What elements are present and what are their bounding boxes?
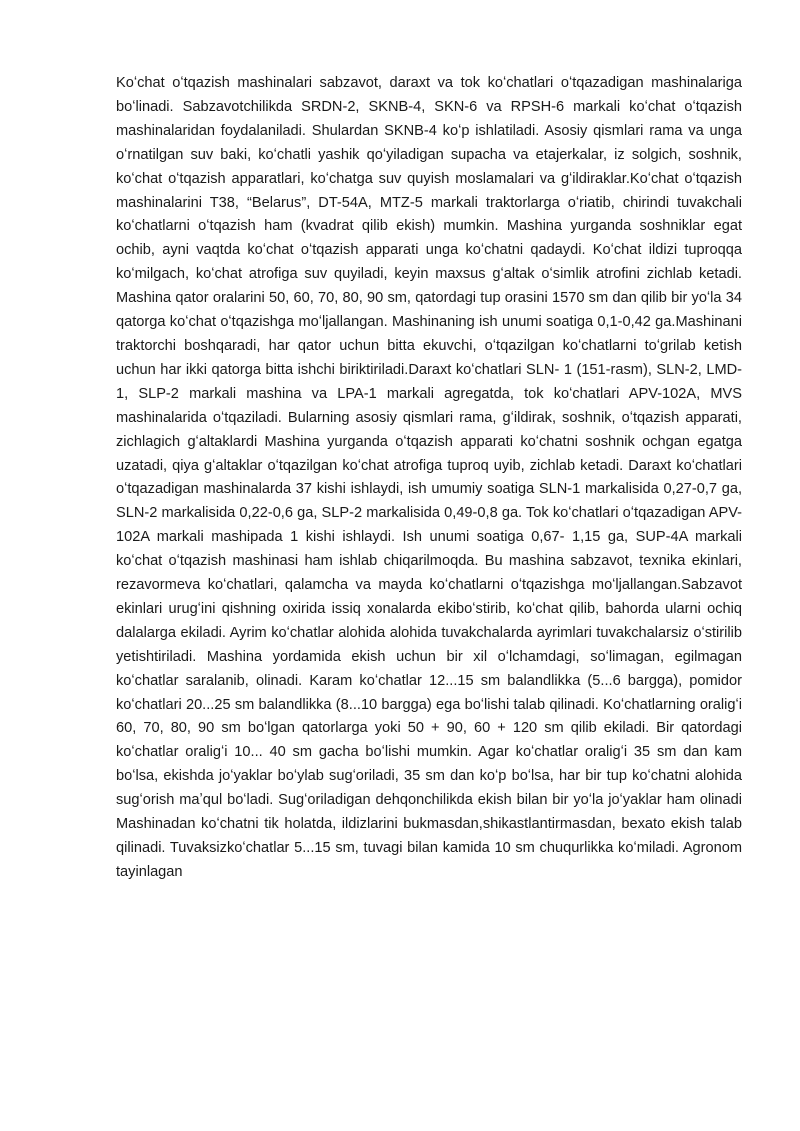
document-page xyxy=(116,72,742,885)
body-paragraph: Koʻchat oʻtqazish mashinalari sabzavot, daraxt va tok koʻchatlari oʻtqazadigan mashinalariga boʻlinadi. Sabzavotchilikda SRDN-2, SKNB-4, SKN-6 va RPSH-6 markali koʻchat oʻtqazish mashinalaridan foydalaniladi. Shulardan SKNB-4 koʻp ishlatiladi. Asosiy qismlari rama va unga oʻrnatilgan suv baki, koʻchatli yashik qoʻyiladigan supacha va etajerkalar, iz solgich, soshnik, koʻchat oʻtqazish apparatlari, koʻchatga suv quyish moslamalari va gʻildiraklar.Koʻchat oʻtqazish mashinalarini T38, “Belarus”, DT-54A, MTZ-5 markali traktorlarga oʻriatib, chirindi tuvakchali koʻchatlarni oʻtqazish ham (kvadrat qilib ekish) mumkin. Mashina yurganda soshniklar egat ochib, ayni vaqtda koʻchat oʻtqazish apparati unga koʻchatni qadaydi. Koʻchat ildizi tuproqqa koʻmilgach, koʻchat atrofiga suv quyiladi, keyin maxsus gʻaltak oʻsimlik atrofini zichlab ketadi. Mashina qator oralarini 50, 60, 70, 80, 90 sm, qatordagi tup orasini 1570 sm dan qilib bir yoʻla 34 qatorga koʻchat oʻtqazishga moʻljallangan. Mashinaning ish unumi soatiga 0,1-0,42 ga.Mashinani traktorchi boshqaradi, har qator uchun bitta ekuvchi, oʻtqazilgan koʻchatlarni toʻgrilab ketish uchun har ikki qatorga bitta ishchi biriktiriladi.Daraxt koʻchatlari SLN- 1 (151-rasm), SLN-2, LMD-1, SLP-2 markali mashina va LPA-1 markali agregatda, tok koʻchatlari APV-102A, MVS mashinalarida oʻtqaziladi. Bularning asosiy qismlari rama, gʻildirak, soshnik, oʻtqazish apparati, zichlagich gʻaltaklardi Mashina yurganda oʻtqazish apparati koʻchatni soshnik ochgan egatga uzatadi, qiya gʻaltaklar oʻtqazilgan koʻchat atrofiga tuproq uyib, zichlab ketadi. Daraxt koʻchatlari oʻtqazadigan mashinalarda 37 kishi ishlaydi, ish umumiy soatiga SLN-1 markalisida 0,27-0,7 ga, SLN-2 markalisida 0,22-0,6 ga, SLP-2 markalisida 0,49-0,8 ga. Tok koʻchatlari oʻtqazadigan APV-102A markali mashipada 1 kishi ishlaydi. Ish unumi soatiga 0,67- 1,15 ga, SUP-4A markali koʻchat oʻtqazish mashinasi ham ishlab chiqarilmoqda. Bu mashina sabzavot, texnika ekinlari, rezavormeva koʻchatlari, qalamcha va mayda koʻchatlarni oʻtqazishga moʻljallangan.Sabzavot ekinlari urugʻini qishning oxirida issiq xonalarda ekiboʻstirib, koʻchat qilib, bahorda ularni ochiq dalalarga ekiladi. Ayrim koʻchatlar alohida alohida tuvakchalarda ayrimlari tuvakchalarsiz oʻstirilib yetishtiriladi. Mashina yordamida ekish uchun bir xil oʻlchamdagi, soʻlimagan, egilmagan koʻchatlar saralanib, olinadi. Karam koʻchatlar 12...15 sm balandlikka (5...6 bargga), pomidor koʻchatlari 20...25 sm balandlikka (8...10 bargga) ega boʻlishi talab qilinadi. Koʻchatlarning oraligʻi 60, 70, 80, 90 sm boʻlgan qatorlarga yoki 50 + 90, 60 + 120 sm qilib ekiladi. Bir qatordagi koʻchatlar oraligʻi 10... 40 sm gacha boʻlishi mumkin. Agar koʻchatlar oraligʻi 35 sm dan kam boʻlsa, ekishda joʻyaklar boʻylab sugʻoriladi, 35 sm dan koʻp boʻlsa, har bir tup koʻchatni alohida sugʻorish maʼqul boʻladi. Sugʻoriladigan dehqonchilikda ekish bilan bir yoʻla joʻyaklar ham olinadi Mashinadan koʻchatni tik holatda, ildizlarini bukmasdan,shikastlantirmasdan, bexato ekish talab qilinadi. Tuvaksizkoʻchatlar 5...15 sm, tuvagi bilan kamida 10 sm chuqurlikka koʻmiladi. Agronom tayinlagan xyxy=(116,75,742,880)
